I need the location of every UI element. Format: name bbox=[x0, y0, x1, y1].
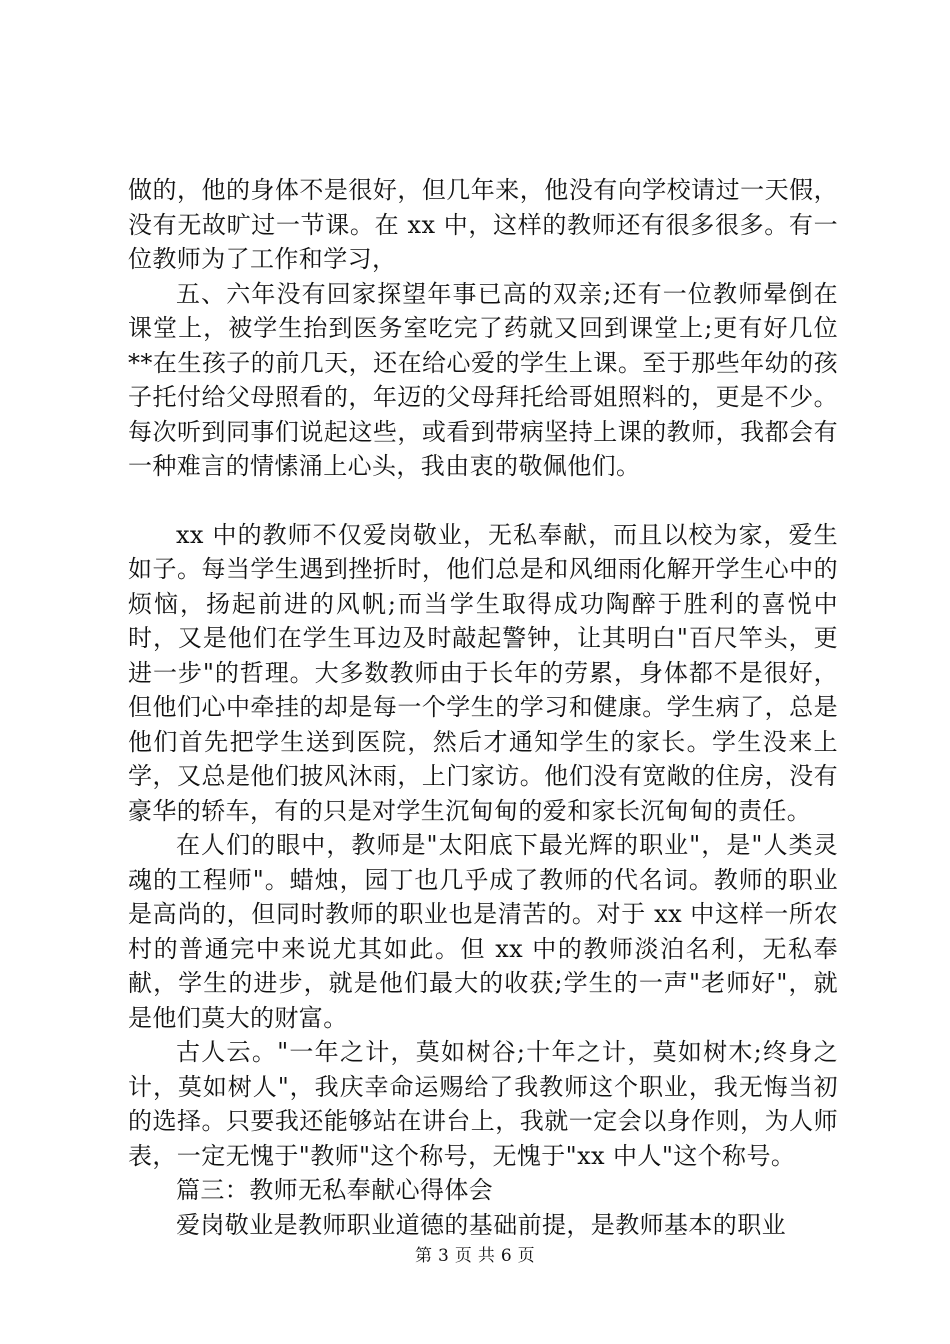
paragraph-continuation: 做的，他的身体不是很好，但几年来，他没有向学校请过一天假，没有无故旷过一节课。在 xx 中，这样的教师还有很多很多。有一位教师为了工作和学习， bbox=[128, 176, 838, 273]
paragraph-professional-ethics: 爱岗敬业是教师职业道德的基础前提，是教师基本的职业 bbox=[176, 1210, 786, 1239]
section-heading-part-three: 篇三：教师无私奉献心得体会 bbox=[176, 1176, 494, 1204]
paragraph-noble-profession: 在人们的眼中，教师是"太阳底下最光辉的职业"，是"人类灵魂的工程师"。蜡烛，园丁也几乎成了教师的代名词。教师的职业是高尚的，但同时教师的职业也是清苦的。对于 xx 中这样一所农村的普通完中来说尤其如此。但 xx 中的教师淡泊名利，无私奉献，学生的进步，就是他们最大的收获;学生的一声"老师好"，就是他们莫大的财富。 bbox=[128, 831, 838, 1032]
document-body bbox=[128, 173, 838, 1242]
paragraph-care-for-students: xx 中的教师不仅爱岗敬业，无私奉献，而且以校为家，爱生如子。每当学生遇到挫折时，他们总是和风细雨化解开学生心中的烦恼，扬起前进的风帆;而当学生取得成功陶醉于胜利的喜悦中时，又是他们在学生耳边及时敲起警钟，让其明白"百尺竿头，更进一步"的哲理。大多数教师由于长年的劳累，身体都不是很好，但他们心中牵挂的却是每一个学生的学习和健康。学生病了，总是他们首先把学生送到医院，然后才通知学生的家长。学生没来上学，又总是他们披风沐雨，上门家访。他们没有宽敞的住房，没有豪华的轿车，有的只是对学生沉甸甸的爱和家长沉甸甸的责任。 bbox=[128, 520, 838, 825]
page-number-footer: 第 3 页 共 6 页 bbox=[415, 1246, 535, 1266]
paragraph-dedication-examples: 五、六年没有回家探望年事已高的双亲;还有一位教师晕倒在课堂上，被学生抬到医务室吃完了药就又回到课堂上;更有好几位**在生孩子的前几天，还在给心爱的学生上课。至于那些年幼的孩子托付给父母照看的，年迈的父母拜托给哥姐照料的，更是不少。每次听到同事们说起这些，或看到带病坚持上课的教师，我都会有一种难言的情愫涌上心头，我由衷的敬佩他们。 bbox=[128, 279, 838, 480]
paragraph-ancient-saying: 古人云。"一年之计，莫如树谷;十年之计，莫如树木;终身之计，莫如树人"，我庆幸命运赐给了我教师这个职业，我无悔当初的选择。只要我还能够站在讲台上，我就一定会以身作则，为人师表，一定无愧于"教师"这个称号，无愧于"xx 中人"这个称号。 bbox=[128, 1038, 838, 1170]
